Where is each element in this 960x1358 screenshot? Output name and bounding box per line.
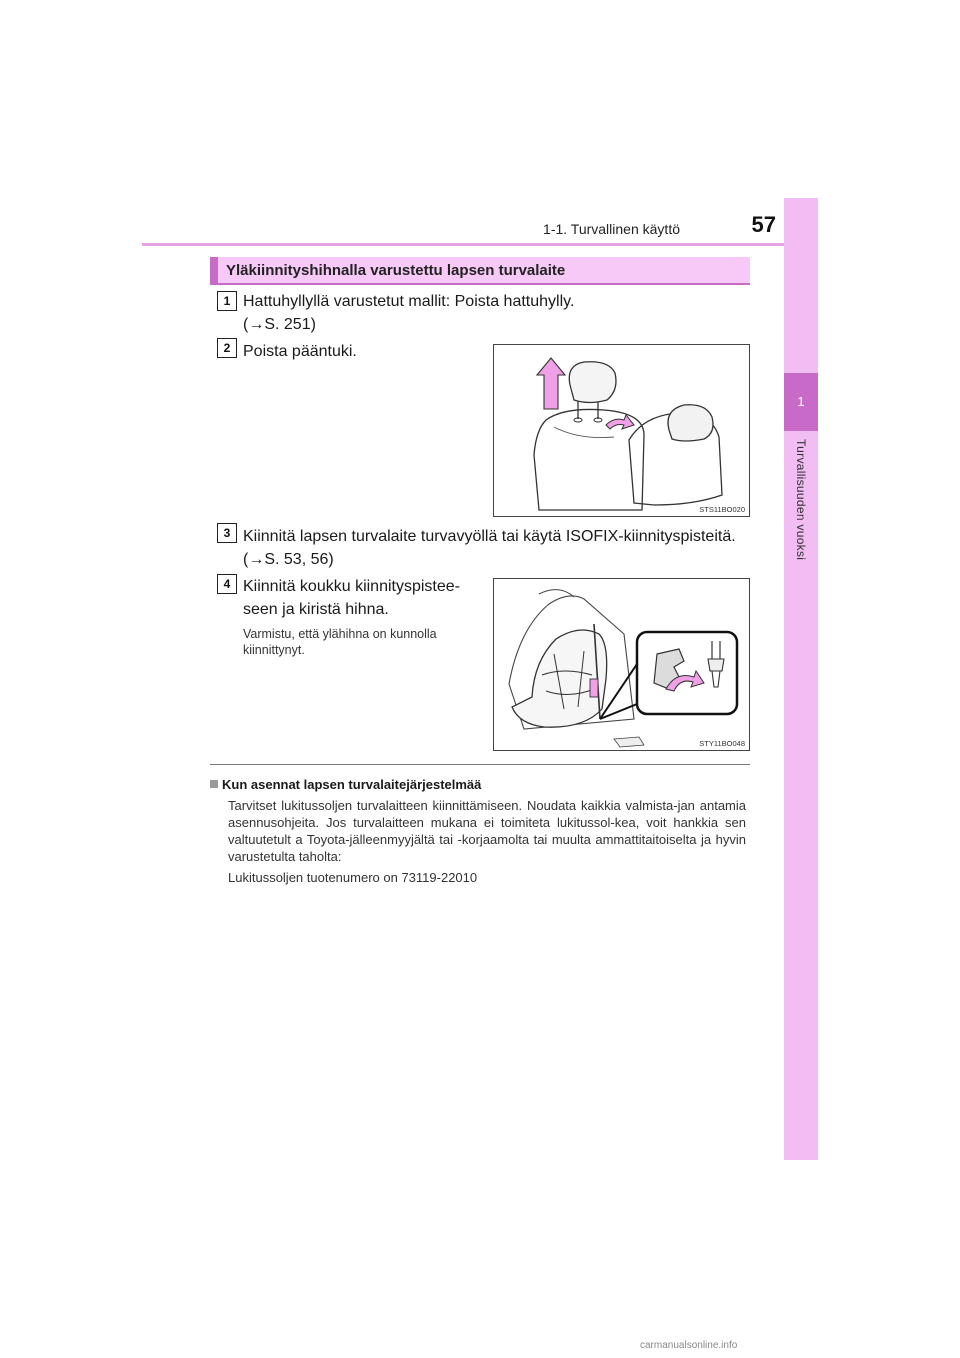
part-number-line: Lukitussoljen tuotenumero on 73119-22010 <box>228 870 478 885</box>
step-3-text: Kiinnitä lapsen turvalaite turvavyöllä tai käytä ISOFIX-kiinnityspisteitä. <box>243 528 736 545</box>
section-header-bar <box>210 257 218 285</box>
figure-2-code: STY11BO048 <box>699 739 745 748</box>
step-4-note-line2: kiinnittynyt. <box>243 643 305 657</box>
step-number-2: 2 <box>217 338 237 358</box>
step-1-reference: (→S. 251) <box>243 316 316 333</box>
section-header <box>210 257 750 285</box>
bullet-square-icon <box>210 780 218 788</box>
section-title: Yläkiinnityshihnalla varustettu lapsen turvalaite <box>226 262 566 279</box>
figure-headrest-removal <box>493 344 750 517</box>
step-number-3: 3 <box>217 523 237 543</box>
child-seat-illustration <box>494 579 750 751</box>
headrest-illustration <box>494 345 750 517</box>
header-rule <box>142 243 790 246</box>
step-4-note-line1: Varmistu, että ylähihna on kunnolla <box>243 627 437 641</box>
section-divider <box>210 764 750 765</box>
page-number: 57 <box>751 212 776 237</box>
step-number-4: 4 <box>217 574 237 594</box>
step-1-text: Hattuhyllyllä varustetut mallit: Poista hattuhylly. <box>243 293 575 310</box>
side-tab-number: 1 <box>784 373 818 431</box>
step-3-reference: (→S. 53, 56) <box>243 551 334 568</box>
figure-1-code: STS11BO020 <box>699 505 745 514</box>
header-section-title: 1-1. Turvallinen käyttö <box>543 221 680 237</box>
note-body: Tarvitset lukitussoljen turvalaitteen kiinnittämiseen. Noudata kaikkia valmista-jan antamia asennusohjeita. Jos turvalaitteen mukana ei toimiteta lukitussol-kea, voit hankkia sen valtuutetult a Toyota-jälleenmyyjältä tai -korjaamolta tai muulta ammattitaitoiselta ja hyvin varustetulta taholta: <box>228 798 746 864</box>
step-4-text-line1: Kiinnitä koukku kiinnityspistee- <box>243 578 460 595</box>
step-2-text: Poista pääntuki. <box>243 343 357 360</box>
step-4-text-line2: seen ja kiristä hihna. <box>243 601 389 618</box>
step-number-1: 1 <box>217 291 237 311</box>
note-title-text: Kun asennat lapsen turvalaitejärjestelmää <box>222 777 482 792</box>
side-tab-label-wrap <box>784 431 818 671</box>
footer-watermark: carmanualsonline.info <box>640 1340 738 1351</box>
side-tab-label: Turvallisuuden vuoksi <box>794 439 808 561</box>
side-tab <box>784 198 818 1160</box>
figure-tether-hook <box>493 578 750 751</box>
note-title <box>210 777 481 792</box>
